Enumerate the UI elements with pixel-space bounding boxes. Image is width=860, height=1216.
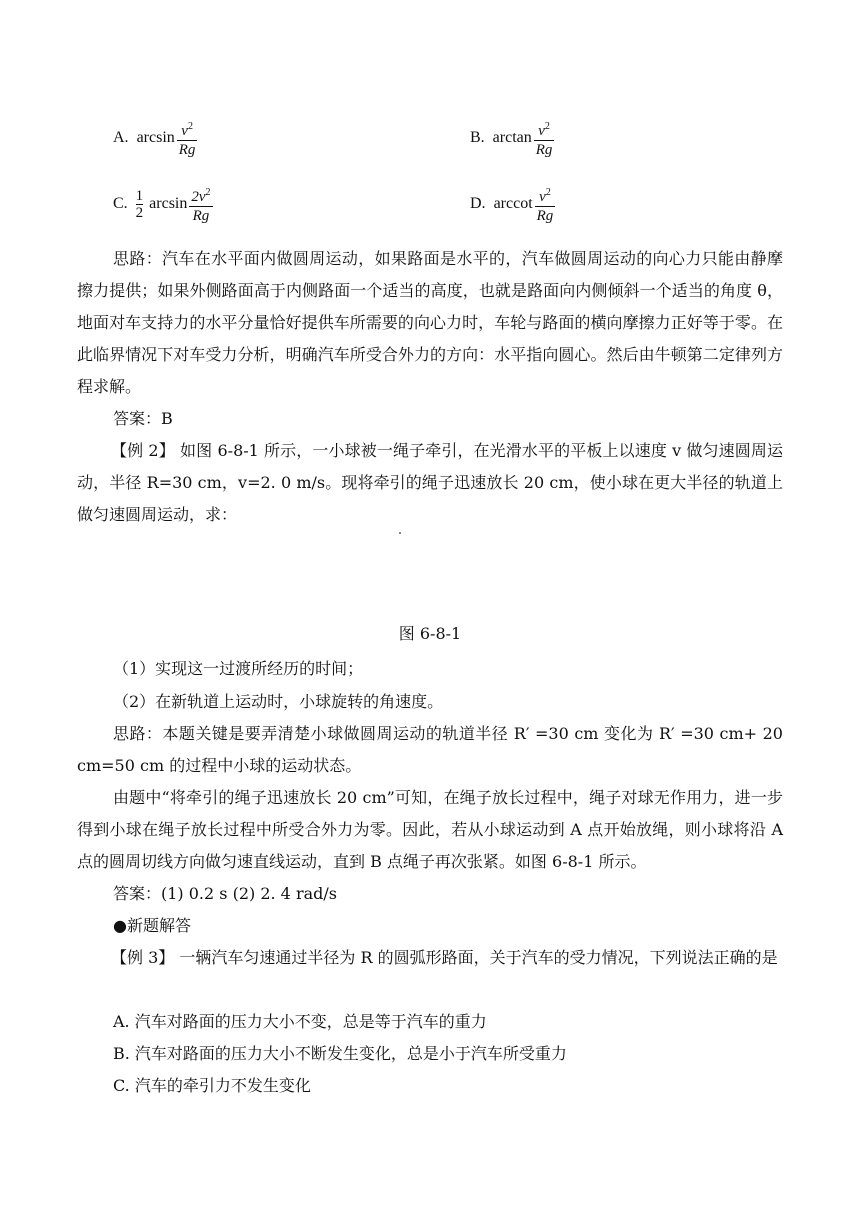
option-c-coef-numerator: 1 [135,187,144,204]
example-2-text: 【例 2】 如图 6-8-1 所示，一小球被一绳子牵引，在光滑水平的平板上以速度 v 做匀速圆周运动，半径 R=30 cm，v=2. 0 m/s。现将牵引的绳子迅速放长 20 cm，使小球在更大半径的轨道上做匀速圆周运动，求： [77,441,783,524]
option-b [470,110,554,166]
option-b-denominator: Rg [535,141,553,158]
option-a-letter: A. [113,129,129,146]
option-d-letter: D. [470,195,486,212]
option-c-letter: C. [113,195,128,212]
question-1: （1）实现这一过渡所经历的时间； [113,659,364,678]
option-a-exponent: 2 [187,120,193,132]
option-a-fraction [177,118,198,159]
section-heading: ●新题解答 [113,916,191,935]
option-d-numerator: v [539,188,546,205]
option-b-numerator: v [538,122,545,139]
option-a-denominator: Rg [178,141,196,158]
option-a-function: arcsin [136,129,175,146]
options-row-cd [0,176,860,232]
option-c-exponent: 2 [205,186,211,198]
option-c [113,176,213,232]
option-d-function: arccot [493,195,533,212]
option-c-coefficient [136,188,144,221]
option-c-numerator: 2v [191,188,206,205]
analysis-paragraph-3: 由题中“将牵引的绳子迅速放长 20 cm”可知，在绳子放长过程中，绳子对球无作用力，进一步得到小球在绳子放长过程中所受合外力为零。因此，若从小球运动到 A 点开始放绳，则小球将沿 A 点的圆周切线方向做匀速直线运动，直到 B 点绳子再次张紧。如图 6-8-1 所示。 [77,788,783,871]
figure-caption: 图 6-8-1 [398,624,462,643]
choice-b: B. 汽车对路面的压力大小不断发生变化，总是小于汽车所受重力 [113,1044,567,1063]
option-b-function: arctan [492,129,532,146]
analysis-paragraph-2: 思路：本题关键是要弄清楚小球做圆周运动的轨道半径 R′ =30 cm 变化为 R′ =30 cm+ 20 cm=50 cm 的过程中小球的运动状态。 [77,724,783,775]
option-c-fraction [189,184,212,225]
answer-1: 答案：B [113,409,173,428]
option-c-coef-denominator: 2 [135,204,144,221]
answer-2: 答案：(1) 0.2 s (2) 2. 4 rad/s [113,884,337,903]
option-b-fraction [534,118,555,159]
example-3-text: 【例 3】 一辆汽车匀速通过半径为 R 的圆弧形路面，关于汽车的受力情况，下列说法正确的是 [111,948,778,967]
option-a-numerator: v [181,122,188,139]
question-2: （2）在新轨道上运动时，小球旋转的角速度。 [113,692,444,711]
options-row-ab [0,110,860,166]
option-a [113,110,197,166]
option-b-exponent: 2 [544,120,550,132]
figure-placeholder-mark [399,532,401,534]
option-d-denominator: Rg [536,207,554,224]
option-b-letter: B. [470,129,485,146]
option-c-denominator: Rg [192,207,210,224]
option-d-fraction [535,184,556,225]
analysis-paragraph-1: 思路：汽车在水平面内做圆周运动，如果路面是水平的，汽车做圆周运动的向心力只能由静摩擦力提供；如果外侧路面高于内侧路面一个适当的高度，也就是路面向内侧倾斜一个适当的角度 θ，地面对车支持力的水平分量恰好提供车所需要的向心力时，车轮与路面的横向摩擦力正好等于零。在此临界情况下对车受力分析，明确汽车所受合外力的方向：水平指向圆心。然后由牛顿第二定律列方程求解。 [77,249,783,396]
option-d-exponent: 2 [545,186,551,198]
choice-a: A. 汽车对路面的压力大小不变，总是等于汽车的重力 [113,1012,487,1031]
choice-c: C. 汽车的牵引力不发生变化 [113,1076,311,1095]
option-c-function: arcsin [149,195,188,212]
option-d [470,176,555,232]
